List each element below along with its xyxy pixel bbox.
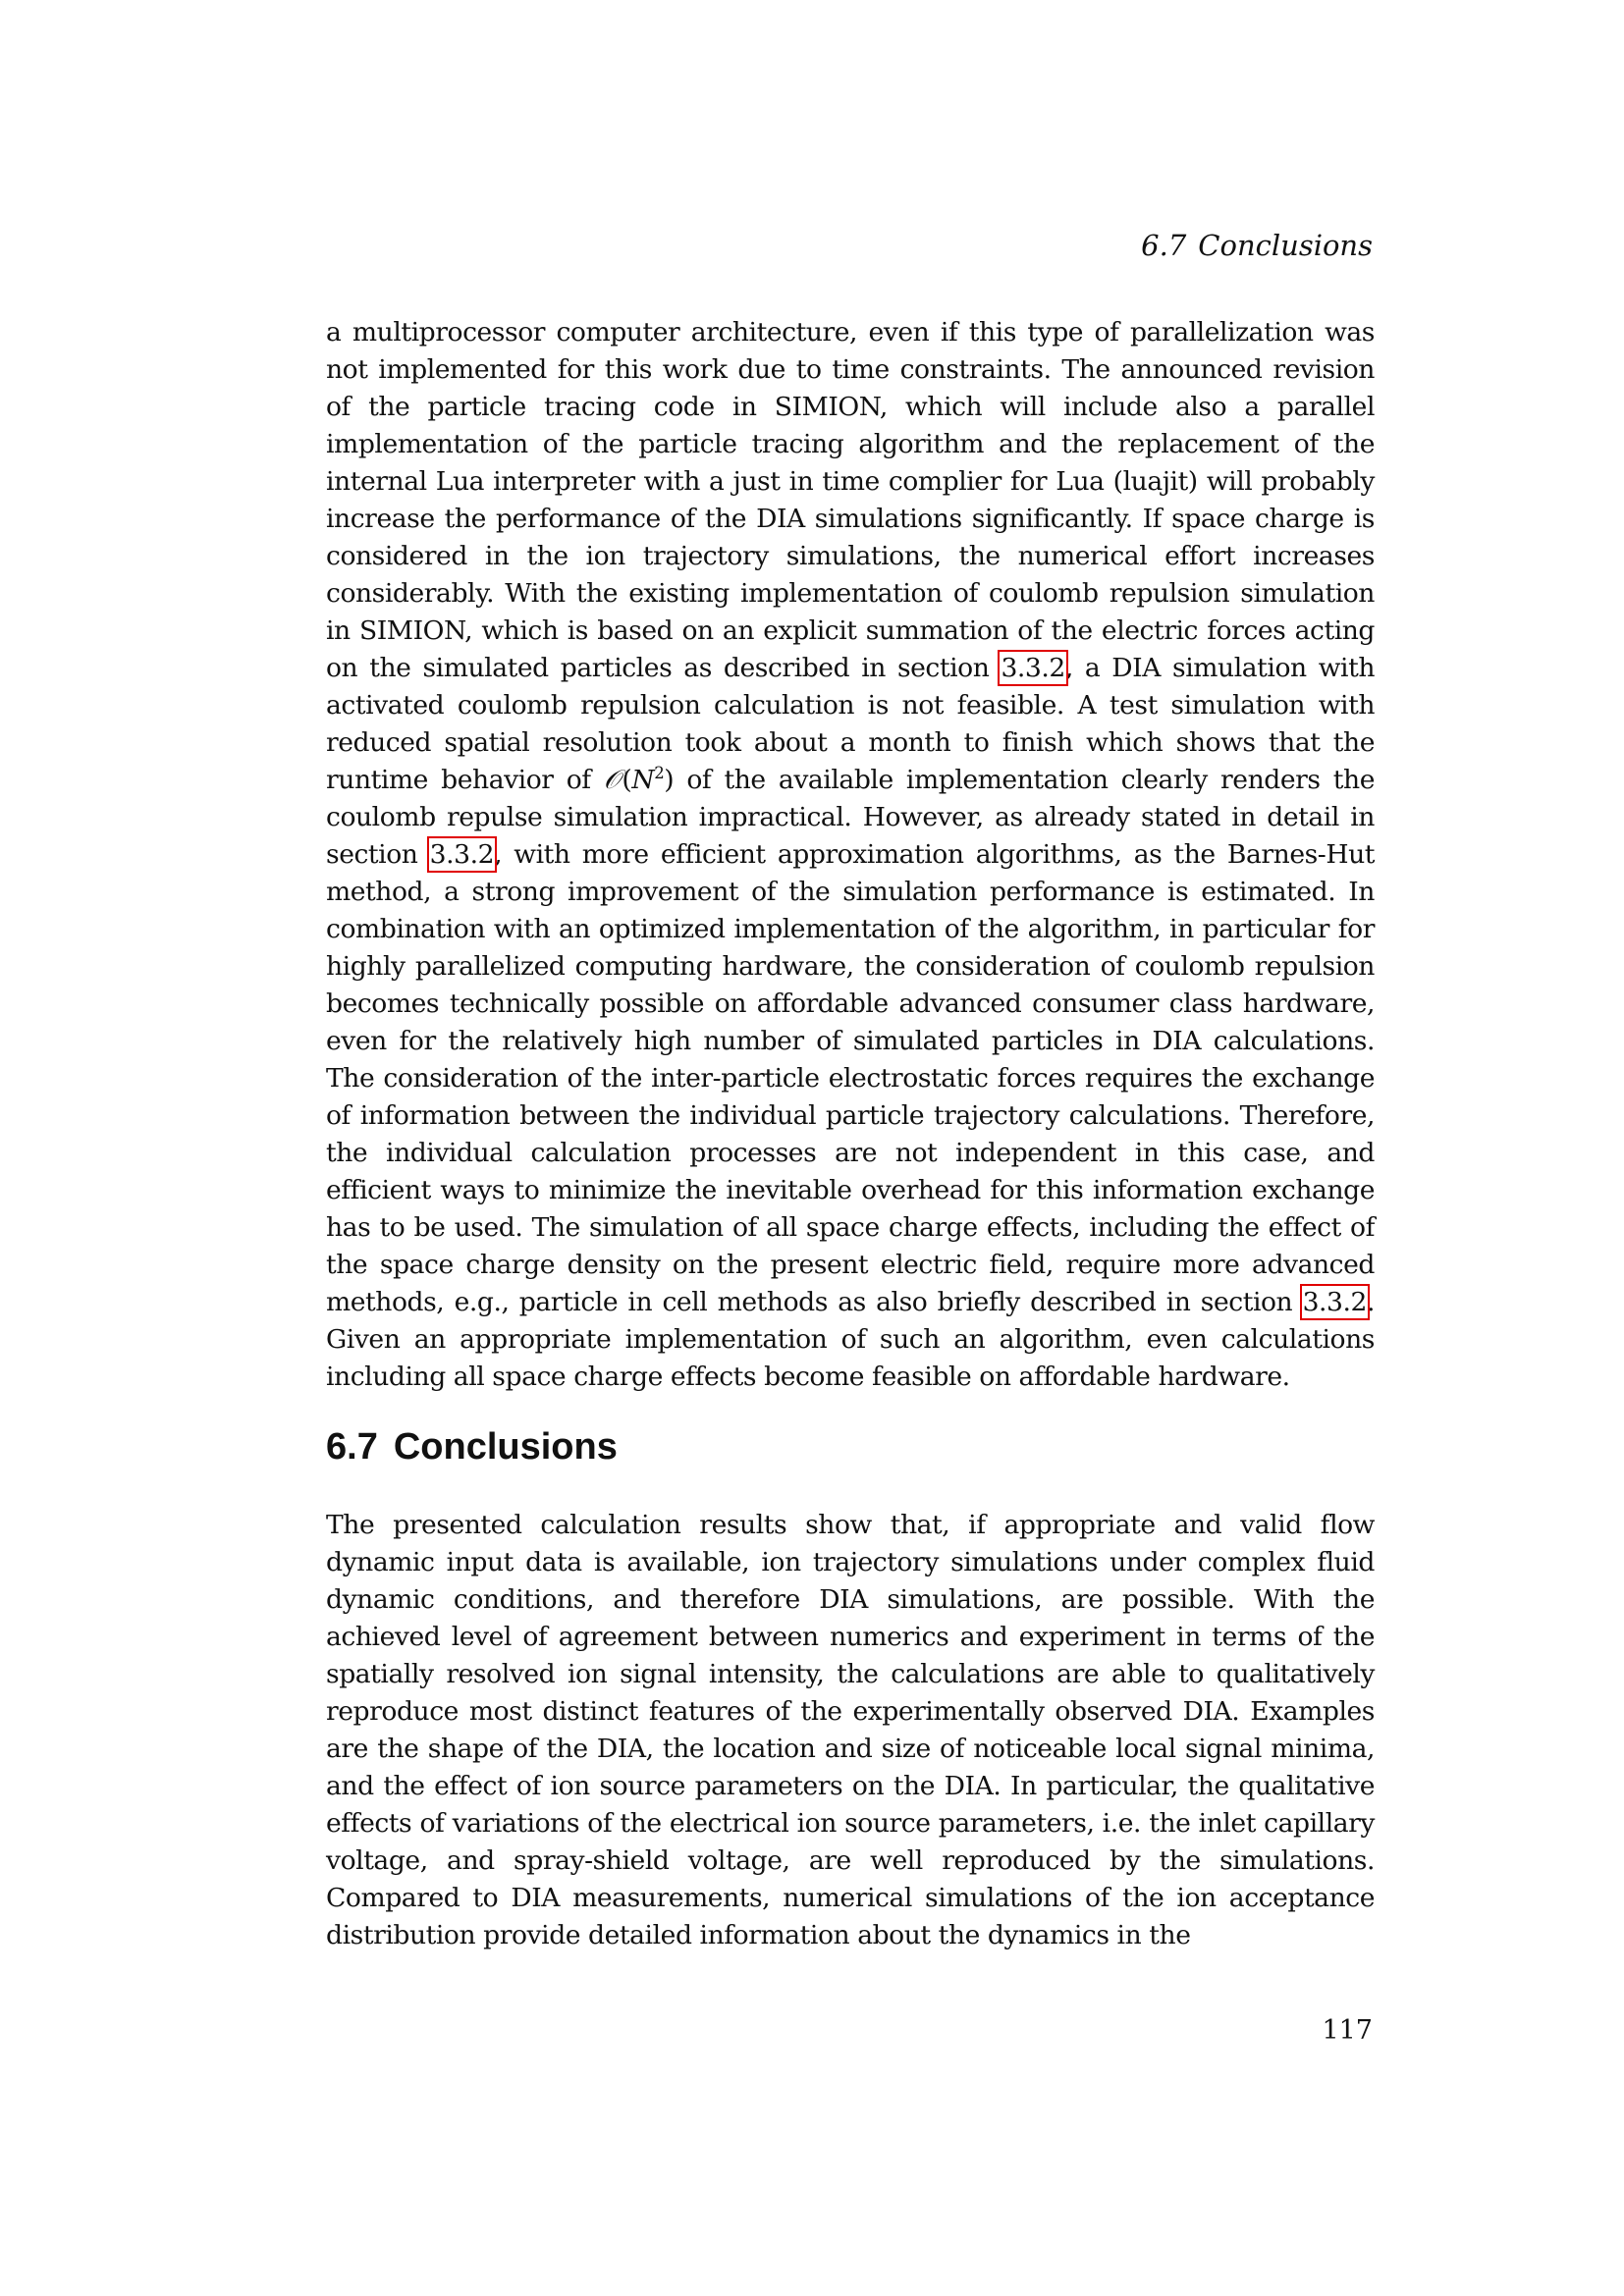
paragraph-1-text-c: of the available implementation clearly renders the coulomb repulse simulation impractical. However, as already stated in detail in section [326, 765, 1375, 870]
math-close-paren: ) [664, 765, 675, 795]
body-paragraph-1 [326, 314, 1375, 1396]
body-paragraph-2 [326, 1507, 1375, 1954]
section-number: 6.7 [326, 1426, 378, 1468]
section-heading [326, 1425, 618, 1468]
paragraph-1-text-a: a multiprocessor computer architecture, even if this type of parallelization was not implemented for this work due to time constraints. The announced revision of the particle tracing code in SIMION, which will include also a parallel implementation of the particle tracing algorithm and the replacement of the internal Lua interpreter with a just in time complier for Lua (luajit) will probably increase the performance of the DIA simulations significantly. If space charge is considered in the ion trajectory simulations, the numerical effort increases considerably. With the existing implementation of coulomb repulsion simulation in SIMION, which is based on an explicit summation of the electric forces acting on the simulated particles as described in section [326, 317, 1375, 683]
section-ref-link[interactable]: 3.3.2 [1001, 653, 1065, 683]
big-o-expression [604, 765, 674, 795]
math-exponent: 2 [654, 764, 665, 783]
paragraph-2-text: The presented calculation results show that, if appropriate and valid flow dynamic input data is available, ion trajectory simulations under complex fluid dynamic conditions, and therefore DIA simulations, are possible. With the achieved level of agreement between numerics and experiment in terms of the spatially resolved ion signal intensity, the calculations are able to qualitatively reproduce most distinct features of the experimentally observed DIA. Examples are the shape of the DIA, the location and size of noticeable local signal minima, and the effect of ion source parameters on the DIA. In particular, the qualitative effects of variations of the electrical ion source parameters, i.e. the inlet capillary voltage, and spray-shield voltage, are well reproduced by the simulations. Compared to DIA measurements, numerical simulations of the ion acceptance distribution provide detailed information about the dynamics in the [326, 1510, 1375, 1950]
section-title: Conclusions [393, 1426, 618, 1468]
running-head-title: Conclusions [1198, 229, 1373, 262]
paragraph-1-text-d: , with more efficient approximation algorithms, as the Barnes-Hut method, a strong improvement of the simulation performance is estimated. In combination with an optimized implementation of the algorithm, in particular for highly parallelized computing hardware, the consideration of coulomb repulsion becomes technically possible on affordable advanced consumer class hardware, even for the relatively high number of simulated particles in DIA calculations. The consideration of the inter-particle electrostatic forces requires the exchange of information between the individual particle trajectory calculations. Therefore, the individual calculation processes are not independent in this case, and efficient ways to minimize the inevitable overhead for this information exchange has to be used. The simulation of all space charge effects, including the effect of the space charge density on the present electric field, require more advanced methods, e.g., particle in cell methods as also briefly described in section [326, 839, 1375, 1317]
math-open-paren: ( [622, 765, 632, 795]
running-head-number: 6.7 [1141, 229, 1187, 262]
section-ref-link[interactable]: 3.3.2 [1302, 1287, 1367, 1317]
page-number: 117 [1322, 2015, 1373, 2046]
paragraph-1-text-b: , a DIA simulation with activated coulomb repulsion calculation is not feasible. A test simulation with reduced spatial resolution took about a month to finish which shows that the runtime behavior of [326, 653, 1375, 795]
math-variable-n: N [631, 765, 655, 795]
paragraph-1-text-e: . Given an appropriate implementation of such an algorithm, even calculations including all space charge effects become feasible on affordable hardware. [326, 1287, 1375, 1392]
section-ref-link[interactable]: 3.3.2 [429, 839, 495, 870]
big-o-symbol: 𝒪 [603, 765, 621, 795]
running-head [1141, 228, 1373, 263]
